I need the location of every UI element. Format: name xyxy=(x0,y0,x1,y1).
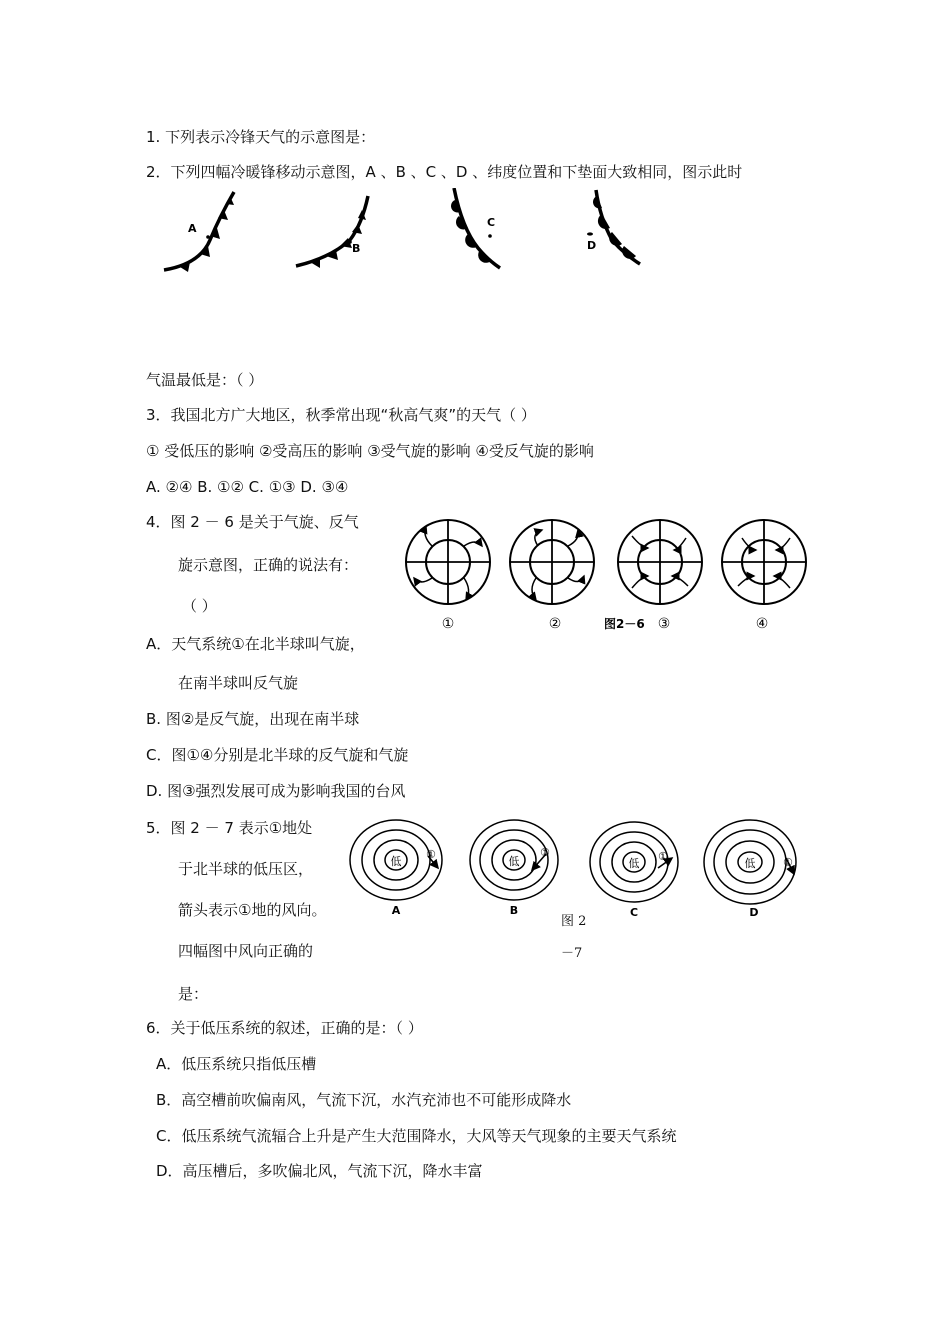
question-6-option-b: B．高空槽前吹偏南风，气流下沉，水汽充沛也不可能形成降水 xyxy=(156,1091,572,1109)
cold-front-a xyxy=(164,192,234,272)
question-4-paren: （ ） xyxy=(182,597,217,615)
low-pressure-figure-2-7 xyxy=(346,818,808,920)
question-2-stem: 2．下列四幅冷暖锋移动示意图，A 、B 、C 、D 、纬度位置和下垫面大致相同，图示此时 xyxy=(146,163,743,181)
panel-label-a: A xyxy=(391,904,401,917)
isobar-panel-d xyxy=(704,820,796,919)
question-4-option-c: C．图①④分别是北半球的反气旋和气旋 xyxy=(146,746,409,764)
front-label-b: B xyxy=(352,242,361,255)
question-6-stem: 6．关于低压系统的叙述，正确的是：（ ） xyxy=(146,1019,423,1037)
figure-caption-2-6: 图2－6 xyxy=(604,617,645,631)
question-5-stem-line3: 箭头表示①地的风向。 xyxy=(178,901,327,919)
question-5-stem-line4: 四幅图中风向正确的 xyxy=(178,942,314,960)
point-label-b: ① xyxy=(540,846,550,859)
cyclone-panel-4 xyxy=(722,520,806,632)
front-label-d: D xyxy=(587,239,597,252)
question-5-stem-line2: 于北半球的低压区， xyxy=(178,860,314,878)
front-diagram-figure xyxy=(150,188,660,280)
panel-label-c: C xyxy=(629,906,639,919)
question-4-stem: 4．图 2 － 6 是关于气旋、反气 xyxy=(146,513,359,531)
question-4-option-a-cont: 在南半球叫反气旋 xyxy=(178,674,299,692)
cyclone-panel-1 xyxy=(406,520,490,632)
question-4-stem-line2: 旋示意图，正确的说法有： xyxy=(178,556,359,574)
point-label-a: ① xyxy=(426,848,436,861)
question-3-options: A. ②④ B. ①② C. ①③ D. ③④ xyxy=(146,478,349,496)
low-label-b: 低 xyxy=(508,855,520,868)
panel-label-b: B xyxy=(509,904,519,917)
low-label-d: 低 xyxy=(744,857,756,870)
question-3-items: ① 受低压的影响 ②受高压的影响 ③受气旋的影响 ④受反气旋的影响 xyxy=(146,442,594,460)
question-2-answer-line: 气温最低是：（ ） xyxy=(146,371,264,389)
question-6-option-a: A．低压系统只指低压槽 xyxy=(156,1055,317,1073)
front-label-a: A xyxy=(188,222,197,235)
figure-caption-2-7-cont: －7 xyxy=(561,946,583,961)
question-4-option-b: B. 图②是反气旋，出现在南半球 xyxy=(146,710,360,728)
question-5-stem-line5: 是： xyxy=(178,985,209,1003)
isobar-panel-b xyxy=(470,820,558,917)
panel-label-2: ② xyxy=(548,616,562,632)
panel-label-4: ④ xyxy=(755,616,769,632)
question-5-stem: 5．图 2 － 7 表示①地处 xyxy=(146,819,313,837)
question-3-stem: 3．我国北方广大地区，秋季常出现“秋高气爽”的天气（ ） xyxy=(146,406,536,424)
point-label-d: ① xyxy=(783,856,793,869)
panel-label-1: ① xyxy=(441,616,455,632)
question-1: 1. 下列表示冷锋天气的示意图是： xyxy=(146,128,376,146)
cyclone-panel-3 xyxy=(618,520,702,632)
front-label-c: C xyxy=(487,216,496,229)
isobar-panel-c xyxy=(590,822,678,919)
question-4-option-d: D. 图③强烈发展可成为影响我国的台风 xyxy=(146,782,406,800)
cyclone-figure-2-6 xyxy=(402,516,814,636)
question-6-option-d: D．高压槽后，多吹偏北风，气流下沉，降水丰富 xyxy=(156,1162,483,1180)
figure-caption-2-7: 图 2 xyxy=(561,914,587,929)
isobar-panel-a xyxy=(350,820,442,917)
question-6-option-c: C．低压系统气流辐合上升是产生大范围降水，大风等天气现象的主要天气系统 xyxy=(156,1127,677,1145)
question-4-option-a: A．天气系统①在北半球叫气旋， xyxy=(146,635,365,653)
low-label-a: 低 xyxy=(390,855,402,868)
warm-front-d xyxy=(587,190,640,264)
panel-label-d: D xyxy=(749,906,759,919)
point-label-c: ① xyxy=(658,850,668,863)
cold-front-b xyxy=(296,196,368,268)
low-label-c: 低 xyxy=(628,857,640,870)
cyclone-panel-2 xyxy=(510,520,594,632)
warm-front-c xyxy=(451,188,500,268)
panel-label-3: ③ xyxy=(657,616,671,632)
